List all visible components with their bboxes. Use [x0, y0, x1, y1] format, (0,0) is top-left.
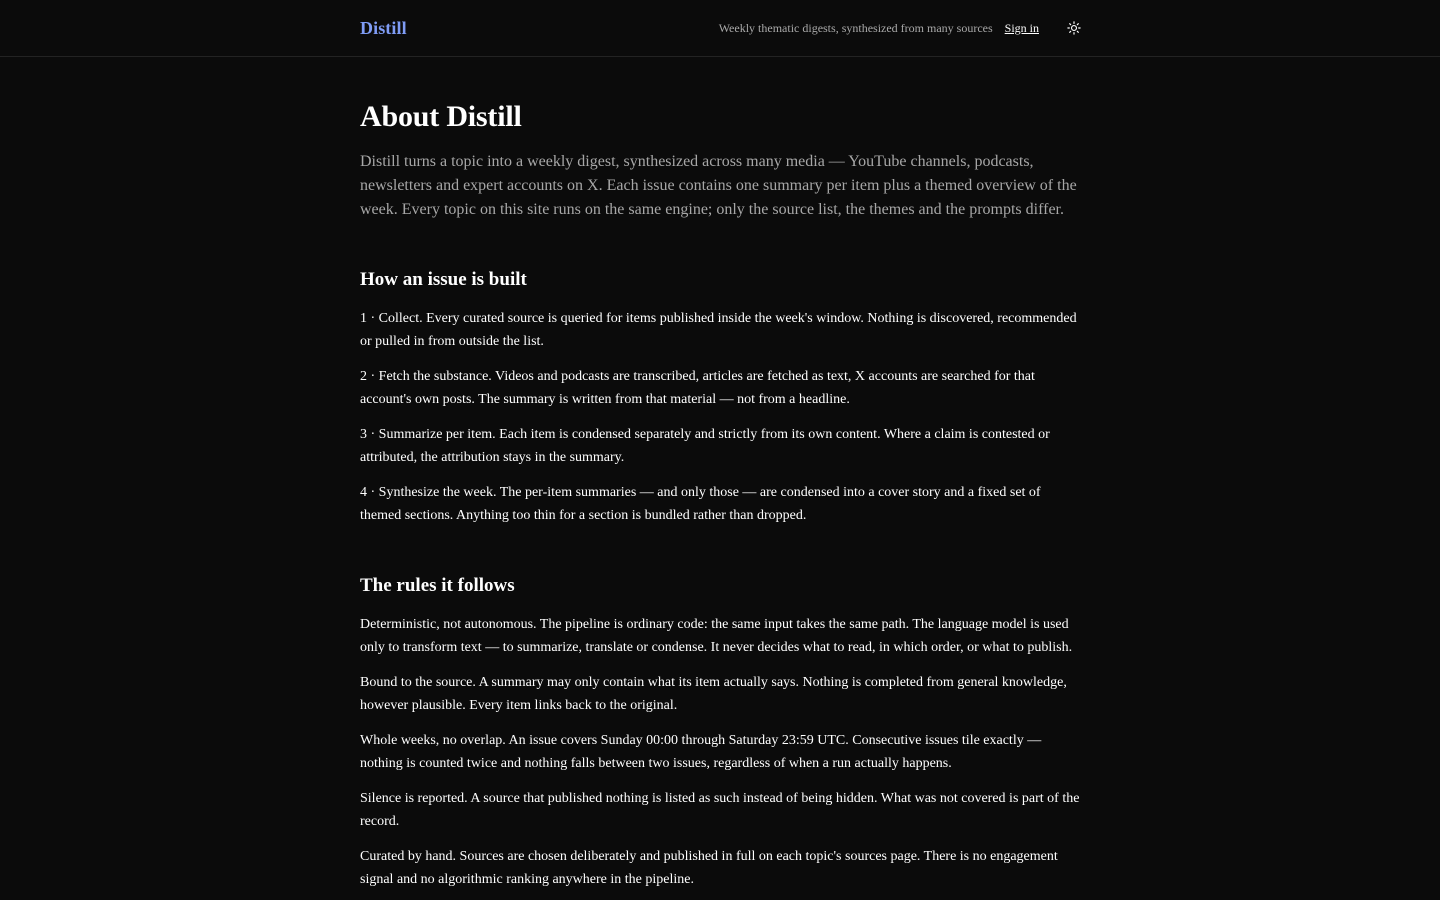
rule-item: Whole weeks, no overlap. An issue covers Sunday 00:00 through Saturday 23:59 UTC. Consecutive issues tile exactly — nothing is counted twice and nothing falls between two issues, regardless of when a run actually happens.	[360, 733, 1042, 771]
build-step: 1 · Collect. Every curated source is queried for items published inside the week's window. Nothing is discovered, recommended or pulled in from outside the list.	[360, 311, 1077, 349]
build-step: 4 · Synthesize the week. The per-item summaries — and only those — are condensed into a cover story and a fixed set of themed sections. Anything too thin for a section is bundled rather than dropped.	[360, 485, 1041, 523]
top-navigation-inner	[360, 0, 1080, 56]
sign-in-link[interactable]: Sign in	[1004, 20, 1039, 35]
how-issue-built-section	[360, 268, 1082, 527]
rule-item: Silence is reported. A source that published nothing is listed as such instead of being hidden. What was not covered is part of the record.	[360, 791, 1080, 829]
brand-logo-link[interactable]: Distill	[360, 17, 407, 38]
rules-section	[360, 574, 1082, 891]
section-heading-rules: The rules it follows	[360, 575, 515, 596]
page-lede: Distill turns a topic into a weekly digest, synthesized across many media — YouTube channels, podcasts, newsletters and expert accounts on X. Each issue contains one summary per item plus a themed overview of the week. Every topic on this site runs on the same engine; only the source list, the themes and the prompts differ.	[360, 153, 1077, 218]
sun-icon	[1067, 21, 1081, 35]
top-navigation-bar	[0, 0, 1440, 57]
rule-item: Bound to the source. A summary may only contain what its item actually says. Nothing is completed from general knowledge, however plausible. Every item links back to the original.	[360, 675, 1067, 713]
rule-item: Deterministic, not autonomous. The pipeline is ordinary code: the same input takes the same path. The language model is used only to transform text — to summarize, translate or condense. It never decides what to read, in which order, or what to publish.	[360, 617, 1073, 655]
page-title: About Distill	[360, 100, 522, 133]
build-step: 2 · Fetch the substance. Videos and podcasts are transcribed, articles are fetched as text, X accounts are searched for that account's own posts. The summary is written from that material — not from a headline.	[360, 369, 1035, 407]
main-content	[360, 99, 1082, 891]
theme-toggle-button[interactable]	[1061, 15, 1087, 41]
navigation-right-group	[719, 15, 1080, 41]
build-step: 3 · Summarize per item. Each item is condensed separately and strictly from its own content. Where a claim is contested or attributed, the attribution stays in the summary.	[360, 427, 1050, 465]
rule-item: Curated by hand. Sources are chosen deliberately and published in full on each topic's sources page. There is no engagement signal and no algorithmic ranking anywhere in the pipeline.	[360, 849, 1058, 887]
section-heading-build: How an issue is built	[360, 269, 527, 290]
site-tagline: Weekly thematic digests, synthesized from many sources	[718, 20, 993, 35]
